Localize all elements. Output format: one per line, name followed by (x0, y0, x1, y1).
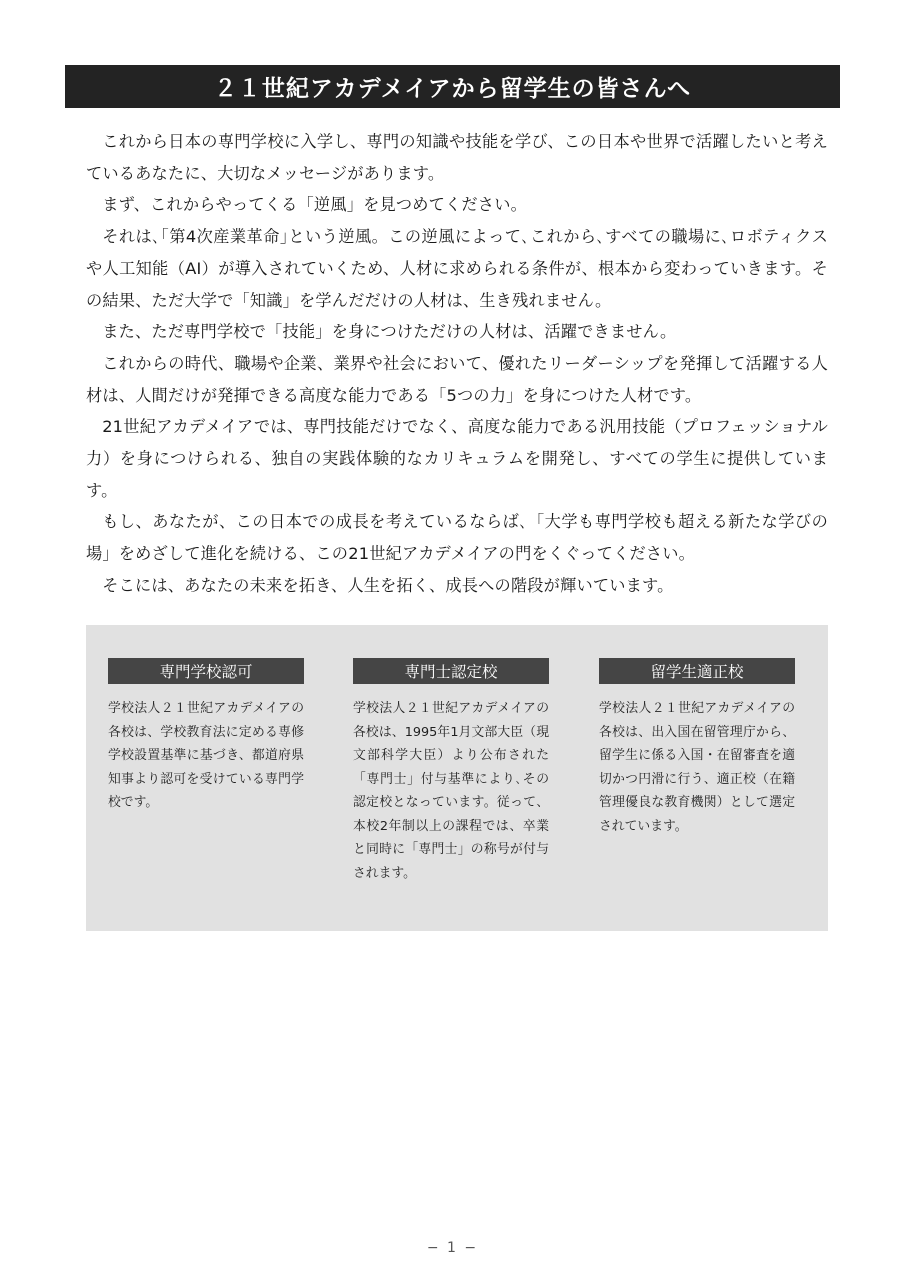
message-paragraph: これから日本の専門学校に入学し、専門の知識や技能を学び、この日本や世界で活躍したいと考えているあなたに、大切なメッセージがあります。 (86, 132, 828, 183)
certification-panel (86, 625, 828, 931)
page-number: − 1 − (426, 1240, 479, 1256)
certification-description: 学校法人２１世紀アカデメイアの各校は、出入国在留管理庁から、留学生に係る入国・在留審査を適切かつ円滑に行う、適正校（在籍管理優良な教育機関）として選定されています。 (599, 701, 795, 834)
page-title-banner (65, 65, 840, 108)
certification-heading: 専門士認定校 (353, 658, 549, 684)
certification-vocational-school (108, 658, 304, 815)
message-body (86, 126, 828, 602)
certification-description: 学校法人２１世紀アカデメイアの各校は、学校教育法に定める専修学校設置基準に基づき、都道府県知事より認可を受けている専門学校です。 (108, 701, 304, 810)
message-paragraph: そこには、あなたの未来を拓き、人生を拓く、成長への階段が輝いています。 (102, 575, 674, 595)
message-paragraph: 21世紀アカデメイアでは、専門技能だけでなく、高度な能力である汎用技能（プロフェッショナル力）を身につけられる、独自の実践体験的なカリキュラムを開発し、すべての学生に提供しています。 (86, 417, 828, 500)
certification-heading: 留学生適正校 (599, 658, 795, 684)
certification-international-student (599, 658, 795, 838)
message-paragraph: これからの時代、職場や企業、業界や社会において、優れたリーダーシップを発揮して活躍する人材は、人間だけが発揮できる高度な能力である「5つの力」を身につけた人材です。 (86, 353, 828, 405)
message-paragraph: それは､｢第4次産業革命｣という逆風。この逆風によって､これから､すべての職場に､ロボティクスや人工知能（AI）が導入されていくため、人材に求められる条件が、根本から変わっていきます。その結果、ただ大学で「知識」を学んだだけの人材は、生き残れません。 (86, 227, 828, 310)
message-paragraph: また、ただ専門学校で「技能」を身につけただけの人材は、活躍できません。 (102, 322, 677, 342)
certification-description: 学校法人２１世紀アカデメイアの各校は、1995年1月文部大臣（現文部科学大臣）より公布された「専門士」付与基準により､その認定校となっています。従って、本校2年制以上の課程では、卒業と同時に「専門士」の称号が付与されます。 (353, 701, 549, 881)
certification-heading: 専門学校認可 (108, 658, 304, 684)
message-paragraph: まず、これからやってくる「逆風」を見つめてください。 (102, 195, 527, 215)
message-paragraph: もし、あなたが、この日本での成長を考えているならば､「大学も専門学校も超える新たな学びの場」をめざして進化を続ける、この21世紀アカデメイアの門をくぐってください。 (86, 512, 828, 564)
certification-senmonshi (353, 658, 549, 885)
page-title: ２１世紀アカデメイアから留学生の皆さんへ (213, 76, 692, 102)
